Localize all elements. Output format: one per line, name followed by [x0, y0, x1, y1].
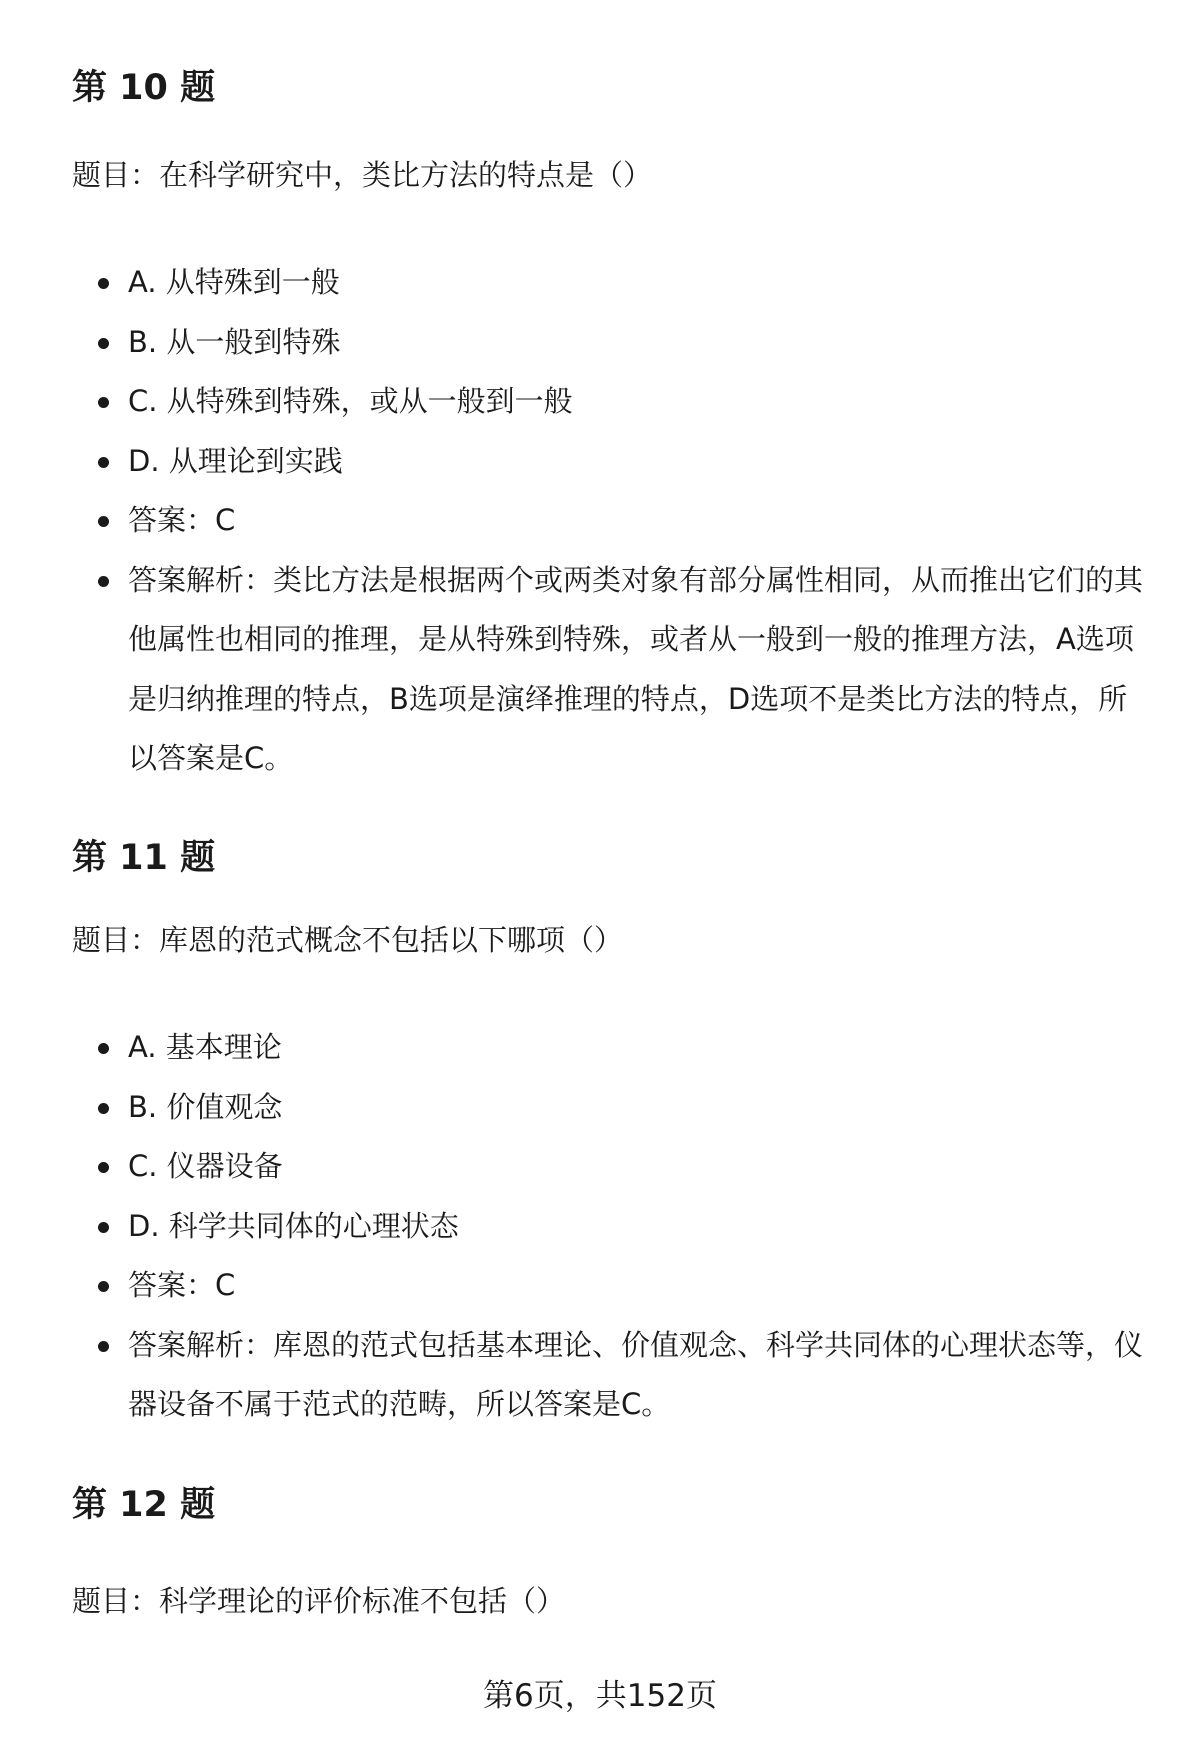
question-stem: 题目：科学理论的评价标准不包括（）	[72, 1584, 566, 1618]
answer: 答案：C	[0, 491, 1200, 551]
answer-explanation: 答案解析：库恩的范式包括基本理论、价值观念、科学共同体的心理状态等，仪器设备不属于范式的范畴，所以答案是C。	[0, 1316, 1200, 1435]
option-a: A. 基本理论	[0, 1018, 1200, 1078]
option-d: D. 从理论到实践	[0, 432, 1200, 492]
option-c: C. 从特殊到特殊，或从一般到一般	[0, 372, 1200, 432]
option-d: D. 科学共同体的心理状态	[0, 1197, 1200, 1257]
option-list	[0, 253, 1200, 789]
page-number: 第6页，共152页	[483, 1678, 717, 1714]
option-list	[0, 1018, 1200, 1435]
question-stem: 题目：库恩的范式概念不包括以下哪项（）	[72, 923, 624, 957]
question-title: 第 12 题	[72, 1485, 216, 1525]
option-b: B. 从一般到特殊	[0, 313, 1200, 373]
answer: 答案：C	[0, 1256, 1200, 1316]
question-stem: 题目：在科学研究中，类比方法的特点是（）	[72, 158, 653, 192]
question-title: 第 11 题	[72, 838, 216, 878]
option-b: B. 价值观念	[0, 1078, 1200, 1138]
option-c: C. 仪器设备	[0, 1137, 1200, 1197]
answer-explanation: 答案解析：类比方法是根据两个或两类对象有部分属性相同，从而推出它们的其他属性也相同的推理，是从特殊到特殊，或者从一般到一般的推理方法，A选项是归纳推理的特点，B选项是演绎推理的特点，D选项不是类比方法的特点，所以答案是C。	[0, 551, 1200, 789]
option-a: A. 从特殊到一般	[0, 253, 1200, 313]
question-title: 第 10 题	[72, 68, 216, 108]
